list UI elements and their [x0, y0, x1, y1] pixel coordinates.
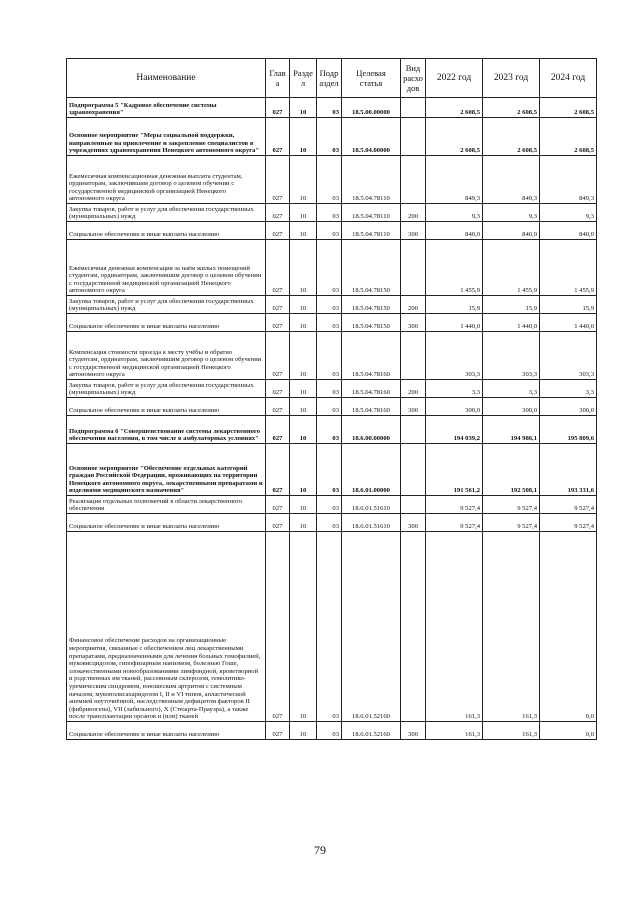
table-row [67, 496, 597, 514]
table-row [67, 514, 597, 532]
table-row [67, 98, 597, 118]
cell-name: Финансовое обеспечение расходов на организационные мероприятия, связанные с обеспечением лиц лекарственными препаратами, предназначенными для лечения больных гемофилией, муковисцидозом, гипофизарным нанизмом, болезнью Гоше, злокачественными новообразованиями лимфоидной, кроветворной и родственных им тканей, рассеянным склерозом, гемолитико-уремическим синдромом, юношеским артритом с системным началом, мукополисахаридозом I, II и VI типов, апластической анемией неуточнённой, наследственным дефицитом факторов II (фибриногена), VII (лабильного), X (Стюарта-Прауэра), а также после трансплантации органов и (или) тканей [67, 532, 266, 722]
header-vid: Вид расходов [401, 59, 426, 98]
cell-razdel: 10 [290, 222, 317, 240]
cell-2022: 2 608,5 [426, 98, 483, 118]
cell-2023: 2 608,5 [483, 118, 540, 156]
cell-name: Социальное обеспечение и иные выплаты населению [67, 722, 266, 740]
cell-2023: 15,9 [483, 296, 540, 314]
header-2023: 2023 год [483, 59, 540, 98]
cell-razdel: 10 [290, 398, 317, 416]
header-statya: Целевая статья [342, 59, 401, 98]
cell-name: Реализация отдельных полномочий в области лекарственного обеспечения [67, 496, 266, 514]
cell-glava: 027 [266, 532, 290, 722]
table-row [67, 240, 597, 296]
cell-razdel: 10 [290, 444, 317, 496]
cell-statya: 18.5.04.78160 [342, 380, 401, 398]
cell-2023: 840,0 [483, 222, 540, 240]
cell-glava: 027 [266, 380, 290, 398]
cell-statya: 18.6.01.52160 [342, 722, 401, 740]
table-row [67, 296, 597, 314]
cell-podrazdel: 03 [317, 722, 342, 740]
cell-glava: 027 [266, 332, 290, 380]
cell-2022: 15,9 [426, 296, 483, 314]
cell-podrazdel: 03 [317, 296, 342, 314]
cell-2022: 300,0 [426, 398, 483, 416]
cell-glava: 027 [266, 222, 290, 240]
cell-vid [401, 240, 426, 296]
cell-statya: 18.6.01.52160 [342, 532, 401, 722]
table-row [67, 314, 597, 332]
cell-glava: 027 [266, 98, 290, 118]
cell-2022: 1 455,9 [426, 240, 483, 296]
cell-razdel: 10 [290, 722, 317, 740]
cell-podrazdel: 03 [317, 222, 342, 240]
cell-2023: 300,0 [483, 398, 540, 416]
cell-name: Социальное обеспечение и иные выплаты населению [67, 398, 266, 416]
cell-podrazdel: 03 [317, 204, 342, 222]
table-header-row [67, 59, 597, 98]
cell-razdel: 10 [290, 156, 317, 204]
table-row [67, 416, 597, 444]
cell-2024: 1 455,9 [540, 240, 597, 296]
cell-name: Ежемесячная компенсационная денежная выплата студентам, ординаторам, заключившим договор о целевом обучении с государственной медицинской организацией Ненецкого автономного округа [67, 156, 266, 204]
cell-name: Компенсация стоимости проезда к месту учёбы и обратно студентам, ординаторам, заключившим договор о целевом обучении с государственной медицинской организацией Ненецкого автономного округа [67, 332, 266, 380]
cell-2024: 195 809,6 [540, 416, 597, 444]
cell-glava: 027 [266, 118, 290, 156]
cell-statya: 18.5.04.78160 [342, 332, 401, 380]
cell-razdel: 10 [290, 416, 317, 444]
cell-razdel: 10 [290, 380, 317, 398]
cell-glava: 027 [266, 204, 290, 222]
cell-vid: 300 [401, 514, 426, 532]
cell-2024: 849,3 [540, 156, 597, 204]
cell-2022: 3,3 [426, 380, 483, 398]
cell-2024: 1 440,0 [540, 314, 597, 332]
cell-name: Ежемесячная денежная компенсация за наём жилых помещений студентам, ординаторам, заключившим договор о целевом обучении с государственной медицинской организацией Ненецкого автономного округа [67, 240, 266, 296]
cell-vid [401, 496, 426, 514]
cell-2023: 192 508,1 [483, 444, 540, 496]
cell-glava: 027 [266, 496, 290, 514]
cell-razdel: 10 [290, 296, 317, 314]
table-row [67, 204, 597, 222]
cell-name: Социальное обеспечение и иные выплаты населению [67, 314, 266, 332]
cell-2023: 9,3 [483, 204, 540, 222]
table-row [67, 444, 597, 496]
cell-2023: 303,3 [483, 332, 540, 380]
cell-podrazdel: 03 [317, 240, 342, 296]
cell-glava: 027 [266, 240, 290, 296]
cell-2023: 9 527,4 [483, 496, 540, 514]
cell-statya: 18.5.04.78150 [342, 240, 401, 296]
cell-name: Основное мероприятие "Меры социальной поддержки, направленные на привлечение и закрепление специалистов в учреждениях здравоохранения Ненецкого автономного округа" [67, 118, 266, 156]
cell-podrazdel: 03 [317, 118, 342, 156]
cell-2023: 194 986,1 [483, 416, 540, 444]
cell-razdel: 10 [290, 332, 317, 380]
cell-2024: 300,0 [540, 398, 597, 416]
cell-name: Подпрограмма 5 "Кадровое обеспечение системы здравоохранения" [67, 98, 266, 118]
cell-2024: 2 608,5 [540, 118, 597, 156]
cell-glava: 027 [266, 514, 290, 532]
cell-vid: 300 [401, 222, 426, 240]
cell-podrazdel: 03 [317, 514, 342, 532]
cell-podrazdel: 03 [317, 156, 342, 204]
cell-vid [401, 444, 426, 496]
cell-name: Основное мероприятие "Обеспечение отдельных категорий граждан Российской Федерации, проживающих на территории Ненецкого автономного округа, лекарственными препаратами и изделиями медицинского назначения" [67, 444, 266, 496]
cell-2024: 0,0 [540, 532, 597, 722]
header-2022: 2022 год [426, 59, 483, 98]
cell-name: Социальное обеспечение и иные выплаты населению [67, 222, 266, 240]
cell-vid: 200 [401, 204, 426, 222]
cell-2022: 9 527,4 [426, 514, 483, 532]
cell-vid: 300 [401, 314, 426, 332]
cell-razdel: 10 [290, 496, 317, 514]
cell-2022: 194 039,2 [426, 416, 483, 444]
cell-2023: 1 440,0 [483, 314, 540, 332]
cell-razdel: 10 [290, 532, 317, 722]
cell-podrazdel: 03 [317, 332, 342, 380]
cell-2023: 1 455,9 [483, 240, 540, 296]
cell-2022: 303,3 [426, 332, 483, 380]
cell-statya: 18.6.01.00000 [342, 444, 401, 496]
header-2024: 2024 год [540, 59, 597, 98]
table-row [67, 398, 597, 416]
cell-statya: 18.6.00.00000 [342, 416, 401, 444]
cell-name: Подпрограмма 6 "Совершенствование системы лекарственного обеспечения населения, в том числе в амбулаторных условиях" [67, 416, 266, 444]
table-row [67, 118, 597, 156]
cell-name: Закупка товаров, работ и услуг для обеспечения государственных (муниципальных) нужд [67, 296, 266, 314]
cell-2024: 9 527,4 [540, 496, 597, 514]
cell-podrazdel: 03 [317, 416, 342, 444]
cell-razdel: 10 [290, 514, 317, 532]
cell-name: Закупка товаров, работ и услуг для обеспечения государственных (муниципальных) нужд [67, 204, 266, 222]
cell-razdel: 10 [290, 98, 317, 118]
cell-vid [401, 156, 426, 204]
cell-podrazdel: 03 [317, 398, 342, 416]
cell-2023: 2 608,5 [483, 98, 540, 118]
cell-statya: 18.5.04.78110 [342, 156, 401, 204]
cell-razdel: 10 [290, 314, 317, 332]
cell-glava: 027 [266, 444, 290, 496]
cell-name: Закупка товаров, работ и услуг для обеспечения государственных (муниципальных) нужд [67, 380, 266, 398]
cell-razdel: 10 [290, 118, 317, 156]
cell-vid: 200 [401, 296, 426, 314]
cell-vid [401, 532, 426, 722]
cell-2024: 15,9 [540, 296, 597, 314]
cell-2024: 9,3 [540, 204, 597, 222]
cell-glava: 027 [266, 722, 290, 740]
cell-statya: 18.5.04.00000 [342, 118, 401, 156]
cell-glava: 027 [266, 296, 290, 314]
cell-2024: 3,3 [540, 380, 597, 398]
cell-2023: 849,3 [483, 156, 540, 204]
cell-2022: 9 527,4 [426, 496, 483, 514]
cell-vid: 200 [401, 380, 426, 398]
cell-2024: 0,0 [540, 722, 597, 740]
table-row [67, 532, 597, 722]
cell-razdel: 10 [290, 204, 317, 222]
cell-podrazdel: 03 [317, 496, 342, 514]
cell-glava: 027 [266, 398, 290, 416]
cell-2022: 9,3 [426, 204, 483, 222]
cell-vid [401, 332, 426, 380]
table-row [67, 222, 597, 240]
header-podrazdel: Подраздел [317, 59, 342, 98]
table-row [67, 156, 597, 204]
cell-statya: 18.5.00.00000 [342, 98, 401, 118]
cell-vid [401, 98, 426, 118]
page-number: 79 [314, 843, 326, 857]
cell-vid: 300 [401, 722, 426, 740]
cell-statya: 18.6.01.51610 [342, 514, 401, 532]
cell-2022: 849,3 [426, 156, 483, 204]
cell-podrazdel: 03 [317, 314, 342, 332]
cell-statya: 18.5.04.78160 [342, 398, 401, 416]
cell-glava: 027 [266, 416, 290, 444]
cell-2024: 9 527,4 [540, 514, 597, 532]
cell-podrazdel: 03 [317, 532, 342, 722]
cell-2022: 840,0 [426, 222, 483, 240]
cell-2023: 161,3 [483, 532, 540, 722]
cell-statya: 18.6.01.51610 [342, 496, 401, 514]
cell-2024: 303,3 [540, 332, 597, 380]
table-body [67, 98, 597, 740]
cell-podrazdel: 03 [317, 98, 342, 118]
header-glava: Глава [266, 59, 290, 98]
cell-2023: 3,3 [483, 380, 540, 398]
cell-2024: 840,0 [540, 222, 597, 240]
table-row [67, 332, 597, 380]
cell-2024: 2 608,5 [540, 98, 597, 118]
cell-2022: 2 608,5 [426, 118, 483, 156]
cell-2022: 1 440,0 [426, 314, 483, 332]
cell-2022: 191 561,2 [426, 444, 483, 496]
header-name: Наименование [67, 59, 266, 98]
cell-glava: 027 [266, 314, 290, 332]
cell-glava: 027 [266, 156, 290, 204]
cell-razdel: 10 [290, 240, 317, 296]
cell-vid: 300 [401, 398, 426, 416]
cell-name: Социальное обеспечение и иные выплаты населению [67, 514, 266, 532]
cell-statya: 18.5.04.78110 [342, 222, 401, 240]
cell-statya: 18.5.04.78110 [342, 204, 401, 222]
cell-2022: 161,3 [426, 532, 483, 722]
cell-2024: 193 331,6 [540, 444, 597, 496]
table-row [67, 722, 597, 740]
header-razdel: Раздел [290, 59, 317, 98]
cell-2023: 9 527,4 [483, 514, 540, 532]
cell-2022: 161,3 [426, 722, 483, 740]
cell-statya: 18.5.04.78150 [342, 296, 401, 314]
cell-2023: 161,3 [483, 722, 540, 740]
table-row [67, 380, 597, 398]
cell-vid [401, 416, 426, 444]
cell-statya: 18.5.04.78150 [342, 314, 401, 332]
budget-table [66, 58, 597, 740]
cell-podrazdel: 03 [317, 380, 342, 398]
cell-vid [401, 118, 426, 156]
cell-podrazdel: 03 [317, 444, 342, 496]
